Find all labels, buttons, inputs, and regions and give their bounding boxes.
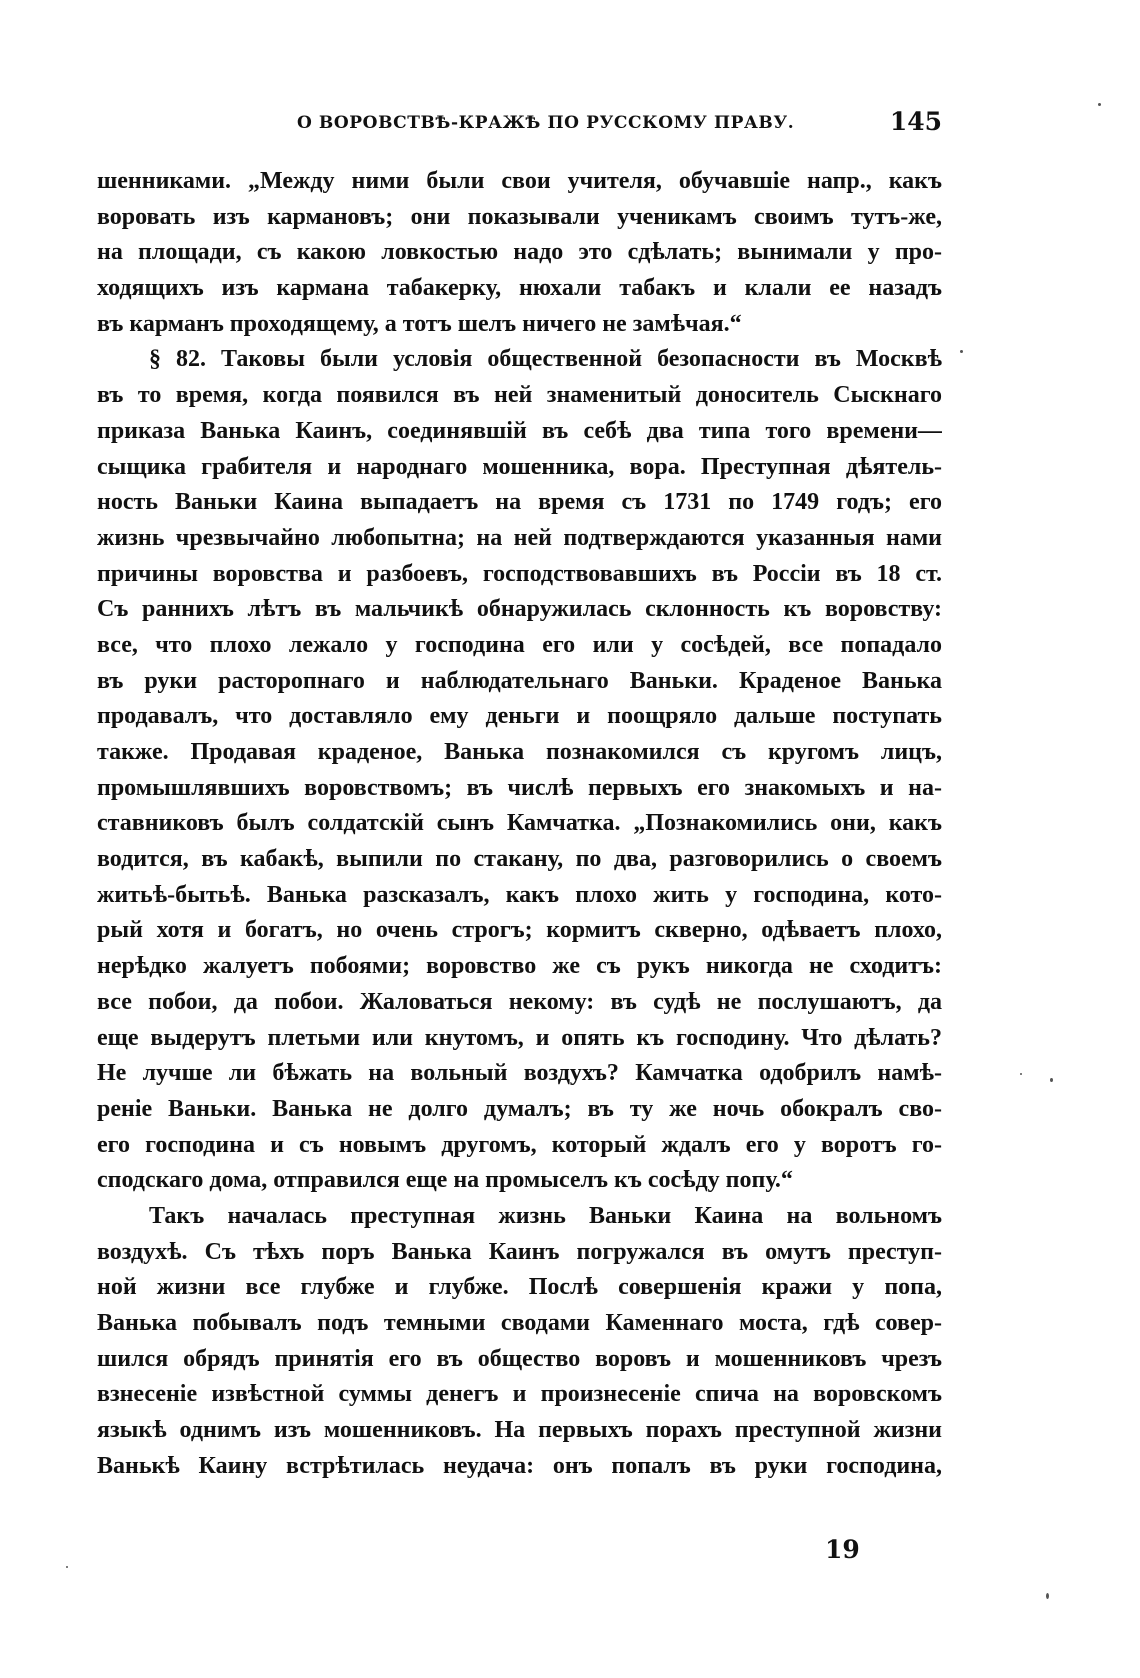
text-line: водится, въ кабакѣ, выпили по стакану, по два, разговорились о своемъ (97, 846, 942, 873)
text-line: Ванька побывалъ подъ темными сводами Каменнаго моста, гдѣ совер- (97, 1310, 942, 1336)
scan-speck (1020, 1073, 1022, 1075)
text-line: жизнь чрезвычайно любопытна; на ней подтверждаются указанныя нами (97, 524, 942, 551)
paragraph-start: Такъ началась преступная жизнь Ваньки Каина на вольномъ (149, 1202, 942, 1229)
text-line: ной жизни все глубже и глубже. Послѣ совершенія кражи у попа, (97, 1274, 942, 1301)
text-line: житьѣ-бытьѣ. Ванька разсказалъ, какъ плохо жить у господина, кото- (97, 881, 942, 908)
text-line: сыщика грабителя и народнаго мошенника, вора. Преступная дѣятель- (97, 453, 942, 480)
text-line: ность Ваньки Каина выпадаетъ на время съ 1731 по 1749 годъ; его (97, 489, 942, 516)
text-line: языкѣ однимъ изъ мошенниковъ. На первыхъ порахъ преступной жизни (97, 1417, 942, 1444)
text-line: приказа Ванька Каинъ, соединявшій въ себѣ два типа того времени— (97, 417, 942, 444)
text-line: еще выдерутъ плетьми или кнутомъ, и опять къ господину. Что дѣлать? (97, 1024, 942, 1051)
text-line: ставниковъ былъ солдатскій сынъ Камчатка. „Познакомились они, какъ (97, 810, 942, 837)
text-line: Не лучше ли бѣжать на вольный воздухъ? Камчатка одобрилъ намѣ- (97, 1060, 942, 1087)
page-number: 145 (889, 107, 942, 136)
text-line: промышлявшихъ воровствомъ; въ числѣ первыхъ его знакомыхъ и на- (97, 774, 942, 801)
text-line: воровать изъ кармановъ; они показывали ученикамъ своимъ тутъ-же, (97, 203, 942, 230)
scan-speck (66, 1566, 68, 1568)
text-line: все, что плохо лежало у господина его или у сосѣдей, все попадало (97, 631, 942, 658)
text-line: въ руки расторопнаго и наблюдательнаго Ваньки. Краденое Ванька (97, 667, 942, 694)
text-line: Ванькѣ Каину встрѣтилась неудача: онъ попалъ въ руки господина, (97, 1452, 942, 1479)
text-line: сподскаго дома, отправился еще на промыселъ къ сосѣду попу.“ (97, 1167, 793, 1194)
scan-speck (1046, 1593, 1049, 1599)
text-line: рый хотя и богатъ, но очень строгъ; кормитъ скверно, одѣваетъ плохо, (97, 917, 942, 944)
text-line: воздухѣ. Съ тѣхъ поръ Ванька Каинъ погружался въ омутъ преступ- (97, 1238, 942, 1265)
running-title: О ВОРОВСТВѢ-КРАЖѢ ПО РУССКОМУ ПРАВУ. (297, 113, 795, 133)
text-line: его господина и съ новымъ другомъ, который ждалъ его у воротъ го- (97, 1131, 942, 1158)
text-line: въ то время, когда появился въ ней знаменитый доноситель Сыскнаго (97, 382, 942, 409)
text-line: все побои, да побои. Жаловаться некому: въ судѣ не послушаютъ, да (97, 988, 942, 1015)
text-line: продавалъ, что доставляло ему деньги и поощряло дальше поступать (97, 703, 942, 730)
page-header (97, 107, 942, 143)
body-text (97, 164, 942, 1484)
text-line: на площади, съ какою ловкостью надо это сдѣлать; вынимали у про- (97, 239, 942, 266)
text-line: причины воровства и разбоевъ, господствовавшихъ въ Россіи въ 18 ст. (97, 560, 942, 587)
text-line: взнесеніе извѣстной суммы денегъ и произнесеніе спича на воровскомъ (97, 1381, 942, 1408)
paragraph-82-start: § 82. Таковы были условія общественной безопасности въ Москвѣ (149, 346, 942, 373)
text-line: Съ раннихъ лѣтъ въ мальчикѣ обнаружилась склонность къ воровству: (97, 596, 942, 623)
signature-mark: 19 (825, 1535, 860, 1564)
text-line: ходящихъ изъ кармана табакерку, нюхали табакъ и клали ее назадъ (97, 275, 942, 302)
text-line: шенниками. „Между ними были свои учителя, обучавшіе напр., какъ (97, 168, 942, 194)
text-line: нерѣдко жалуетъ побоями; воровство же съ рукъ никогда не сходитъ: (97, 953, 942, 980)
text-line: шился обрядъ принятія его въ общество воровъ и мошенниковъ чрезъ (97, 1345, 942, 1372)
scan-speck (1098, 103, 1101, 106)
scan-speck (960, 350, 963, 353)
text-line: въ карманъ проходящему, а тотъ шелъ ничего не замѣчая.“ (97, 310, 742, 337)
text-line: также. Продавая краденое, Ванька познакомился съ кругомъ лицъ, (97, 739, 942, 765)
scan-speck (1050, 1078, 1053, 1082)
text-line: реніе Ваньки. Ванька не долго думалъ; въ ту же ночь обокралъ сво- (97, 1095, 942, 1122)
